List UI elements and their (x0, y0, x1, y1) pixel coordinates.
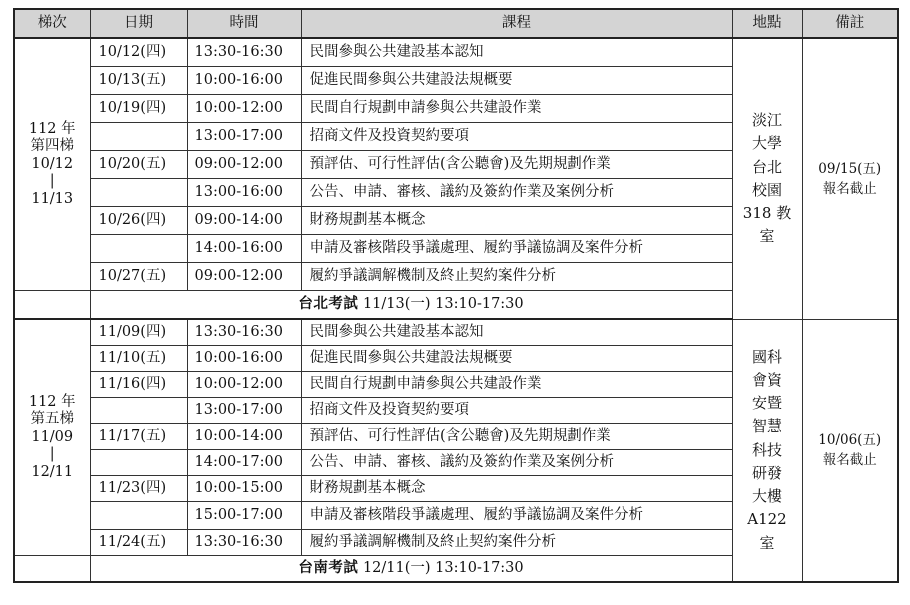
term-line: 第五梯 (30, 411, 74, 428)
location-line: 室 (759, 227, 775, 246)
location-cell (732, 38, 802, 319)
term-line: 12/11 (31, 463, 74, 480)
time-cell: 10:00-16:00 (187, 346, 301, 372)
location-line: 校園 (751, 180, 782, 199)
term-line: 10/12 (31, 155, 74, 172)
exam-label: 台南考試 (298, 559, 359, 577)
term-line: 11/13 (31, 190, 74, 207)
course-cell: 申請及審核階段爭議處理、履約爭議協調及案件分析 (301, 235, 732, 263)
location-line: 安暨 (751, 394, 782, 413)
course-cell: 預評估、可行性評估(含公聽會)及先期規劃作業 (301, 424, 732, 450)
course-cell: 民間自行規劃申請參與公共建設作業 (301, 95, 732, 123)
location-line: 大學 (751, 134, 782, 153)
header-time: 時間 (187, 9, 301, 38)
time-cell: 10:00-16:00 (187, 67, 301, 95)
course-cell: 履約爭議調解機制及終止契約案件分析 (301, 530, 732, 556)
course-cell: 申請及審核階段爭議處理、履約爭議協調及案件分析 (301, 502, 732, 530)
header-location: 地點 (732, 9, 802, 38)
date-cell: 11/16(四) (90, 372, 187, 398)
exam-datetime: 12/11(一) 13:10-17:30 (358, 560, 524, 577)
date-cell: 11/24(五) (90, 530, 187, 556)
course-cell: 財務規劃基本概念 (301, 207, 732, 235)
date-cell (90, 450, 187, 476)
course-cell: 招商文件及投資契約要項 (301, 123, 732, 151)
date-cell (90, 179, 187, 207)
note-cell (802, 319, 898, 582)
course-cell: 公告、申請、審核、議約及簽約作業及案例分析 (301, 179, 732, 207)
time-cell: 10:00-12:00 (187, 95, 301, 123)
date-cell: 10/27(五) (90, 263, 187, 291)
course-cell: 民間自行規劃申請參與公共建設作業 (301, 372, 732, 398)
exam-datetime: 11/13(一) 13:10-17:30 (358, 296, 524, 313)
term-cell (14, 319, 90, 556)
note-cell (802, 38, 898, 319)
time-cell: 13:30-16:30 (187, 530, 301, 556)
exam-cell (90, 556, 732, 583)
blank-cell (14, 291, 90, 320)
time-cell: 13:00-16:00 (187, 179, 301, 207)
date-cell: 10/19(四) (90, 95, 187, 123)
time-cell: 14:00-16:00 (187, 235, 301, 263)
note-line: 09/15(五) (818, 160, 882, 177)
location-line: 國科 (751, 347, 782, 366)
date-cell: 10/13(五) (90, 67, 187, 95)
header-note: 備註 (802, 9, 898, 38)
term-cell (14, 38, 90, 291)
course-cell: 財務規劃基本概念 (301, 476, 732, 502)
location-line: 淡江 (751, 111, 782, 129)
time-cell: 09:00-12:00 (187, 151, 301, 179)
time-cell: 13:00-17:00 (187, 123, 301, 151)
date-cell: 10/26(四) (90, 207, 187, 235)
date-cell (90, 235, 187, 263)
header-term: 梯次 (14, 9, 90, 38)
term-line: | (49, 446, 55, 463)
location-line: 室 (759, 533, 775, 552)
location-line: 智慧 (751, 417, 782, 436)
location-line: 台北 (751, 157, 782, 176)
term-line: 112 年 (28, 121, 76, 138)
note-line: 報名截止 (822, 452, 877, 469)
exam-cell (90, 291, 732, 320)
note-line: 報名截止 (822, 180, 877, 197)
note-line: 10/06(五) (818, 432, 882, 448)
header-row (14, 9, 898, 38)
location-line: 大樓 (751, 487, 782, 506)
date-cell (90, 502, 187, 530)
course-cell: 民間參與公共建設基本認知 (301, 319, 732, 346)
time-cell: 13:00-17:00 (187, 398, 301, 424)
course-cell: 公告、申請、審核、議約及簽約作業及案例分析 (301, 450, 732, 476)
time-cell: 10:00-12:00 (187, 372, 301, 398)
time-cell: 14:00-17:00 (187, 450, 301, 476)
course-cell: 預評估、可行性評估(含公聽會)及先期規劃作業 (301, 151, 732, 179)
date-cell: 11/23(四) (90, 476, 187, 502)
time-cell: 13:30-16:30 (187, 38, 301, 67)
course-cell: 促進民間參與公共建設法規概要 (301, 346, 732, 372)
date-cell: 11/17(五) (90, 424, 187, 450)
course-cell: 履約爭議調解機制及終止契約案件分析 (301, 263, 732, 291)
course-cell: 民間參與公共建設基本認知 (301, 38, 732, 67)
table-row (14, 38, 898, 67)
term-line: 112 年 (28, 394, 76, 411)
header-course: 課程 (301, 9, 732, 38)
header-date: 日期 (90, 9, 187, 38)
time-cell: 09:00-12:00 (187, 263, 301, 291)
exam-label: 台北考試 (298, 295, 359, 313)
term-line: 11/09 (31, 428, 74, 445)
location-line: 科技 (751, 440, 782, 459)
schedule-body (14, 38, 898, 582)
date-cell: 10/12(四) (90, 38, 187, 67)
date-cell: 11/09(四) (90, 319, 187, 346)
date-cell (90, 123, 187, 151)
time-cell: 09:00-14:00 (187, 207, 301, 235)
time-cell: 10:00-14:00 (187, 424, 301, 450)
term-line: 第四梯 (30, 138, 74, 155)
course-cell: 促進民間參與公共建設法規概要 (301, 67, 732, 95)
location-line: A122 (747, 510, 787, 529)
location-line: 研發 (751, 463, 782, 482)
time-cell: 15:00-17:00 (187, 502, 301, 530)
date-cell: 10/20(五) (90, 151, 187, 179)
location-line: 318 教 (742, 204, 792, 222)
time-cell: 13:30-16:30 (187, 319, 301, 346)
term-line: | (49, 173, 55, 190)
location-cell (732, 319, 802, 582)
course-cell: 招商文件及投資契約要項 (301, 398, 732, 424)
location-line: 會資 (751, 370, 782, 389)
time-cell: 10:00-15:00 (187, 476, 301, 502)
blank-cell (14, 556, 90, 583)
date-cell (90, 398, 187, 424)
schedule-table (13, 8, 899, 583)
table-row (14, 319, 898, 346)
date-cell: 11/10(五) (90, 346, 187, 372)
